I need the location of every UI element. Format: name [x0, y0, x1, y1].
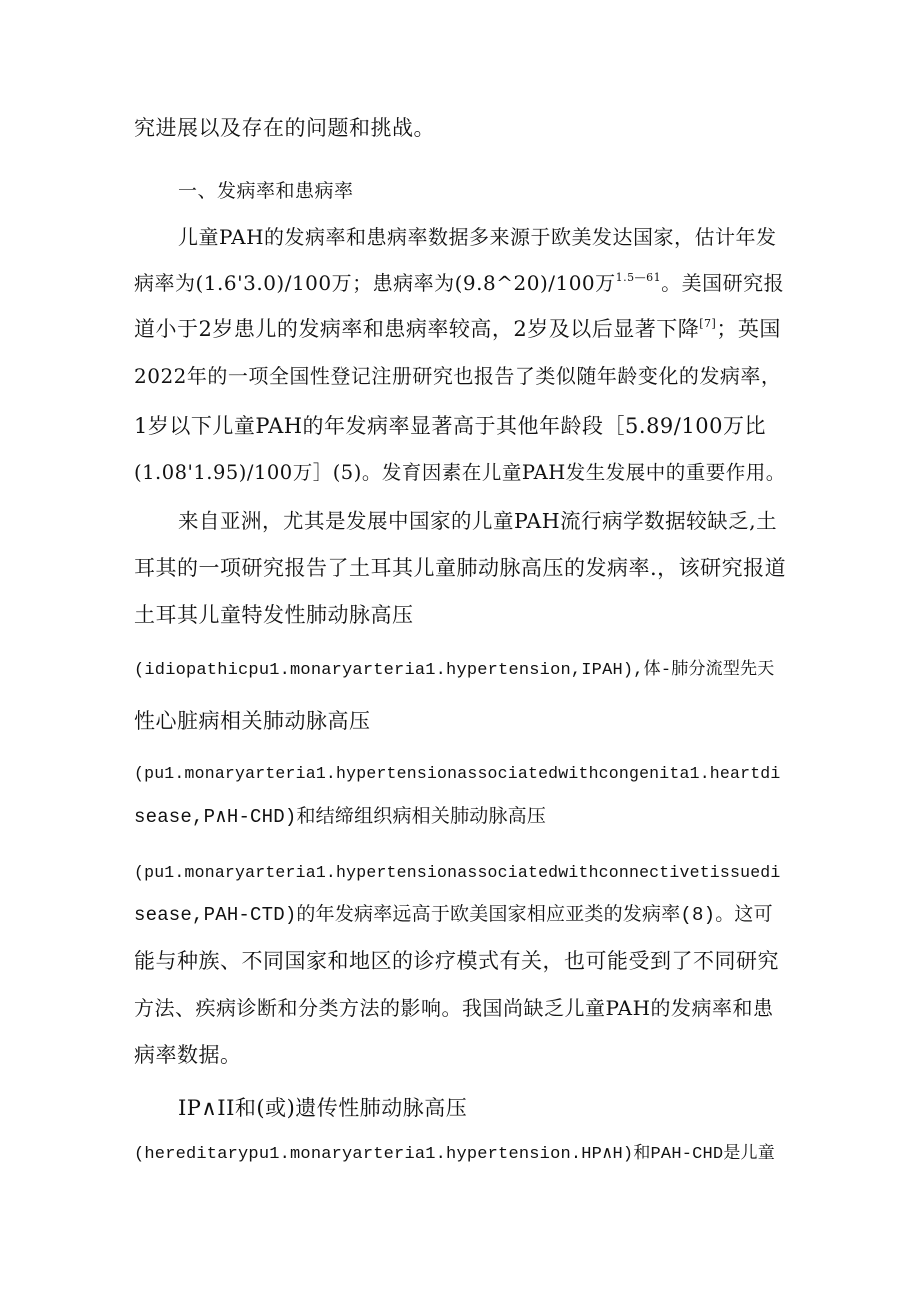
text-line: [134, 759, 781, 789]
text-span: 病率为(1.6'3.0)/100万；患病率为(9.8^20)/100万: [134, 271, 616, 295]
text-line: [134, 268, 784, 298]
text-line: [134, 802, 546, 832]
text-line: [134, 361, 781, 391]
text-span: (1.08'1.95)/100万］(5)。发育因素在儿童PAH发生发展中的重要作用。: [134, 461, 786, 484]
text-span: 道小于2岁患儿的发病率和患病率较高，2岁及以后显著下降: [134, 317, 700, 341]
text-line: [134, 553, 786, 583]
text-line: [178, 1093, 467, 1123]
text-span: 儿童PAH的发病率和患病率数据多来源于欧美发达国家，估计年发: [178, 225, 777, 249]
text-line: [134, 900, 773, 930]
text-line: [178, 222, 777, 252]
text-line: [134, 993, 774, 1023]
text-span: 方法、疾病诊断和分类方法的影响。我国尚缺乏儿童PAH的发病率和患: [134, 996, 774, 1020]
text-line: [134, 1140, 775, 1170]
citation-superscript: 1.5—61: [615, 271, 662, 284]
text-line: [134, 314, 781, 344]
text-line: [134, 113, 435, 143]
text-span: 。美国研究报: [661, 271, 785, 295]
text-line: [134, 946, 779, 976]
text-line: [134, 600, 414, 630]
text-line: [134, 858, 781, 888]
text-line: [134, 458, 786, 488]
text-span: 耳其的一项研究报告了土耳其儿童肺动脉高压的发病率.，该研究报道: [134, 556, 787, 580]
text-span: 土耳其儿童特发性肺动脉高压: [134, 603, 414, 627]
text-line: [134, 1040, 242, 1070]
text-span: (idiopathicpu1.monaryarteria1.hypertension,IPAH),体-肺分流型先天: [134, 661, 775, 680]
text-span: 1岁以下儿童PAH的年发病率显著高于其他年龄段［5.89/100万比: [134, 414, 766, 438]
text-span: 能与种族、不同国家和地区的诊疗模式有关，也可能受到了不同研究: [134, 949, 779, 973]
text-line: [134, 411, 766, 441]
text-line: [134, 656, 774, 686]
text-span: sease,PAH-CTD)的年发病率远高于欧美国家相应亚类的发病率(8)。这可: [134, 904, 773, 926]
text-span: 性心脏病相关肺动脉高压: [134, 709, 371, 733]
section-heading: [178, 176, 354, 206]
text-span: 来自亚洲，尤其是发展中国家的儿童PAH流行病学数据较缺乏,土: [178, 509, 778, 533]
text-span: (pu1.monaryarteria1.hypertensionassociatedwithconnectivetissuedi: [134, 863, 781, 882]
text-line: [178, 506, 777, 536]
text-span: IP∧II和(或)遗传性肺动脉高压: [178, 1096, 468, 1120]
heading-text: 一、发病率和患病率: [178, 180, 354, 202]
text-span: 究进展以及存在的问题和挑战。: [134, 116, 435, 140]
text-span: (hereditarypu1.monaryarteria1.hypertension.HP∧H)和PAH-CHD是儿童: [134, 1145, 775, 1164]
citation-superscript: [7]: [699, 317, 717, 330]
text-span: 2022年的一项全国性登记注册研究也报告了类似随年龄变化的发病率，: [134, 364, 782, 388]
text-span: ；英国: [716, 317, 781, 341]
text-span: 病率数据。: [134, 1043, 242, 1067]
text-span: (pu1.monaryarteria1.hypertensionassociatedwithcongenita1.heartdi: [134, 764, 781, 783]
text-span: sease,P∧H-CHD)和结缔组织病相关肺动脉高压: [134, 806, 547, 828]
text-line: [134, 706, 371, 736]
